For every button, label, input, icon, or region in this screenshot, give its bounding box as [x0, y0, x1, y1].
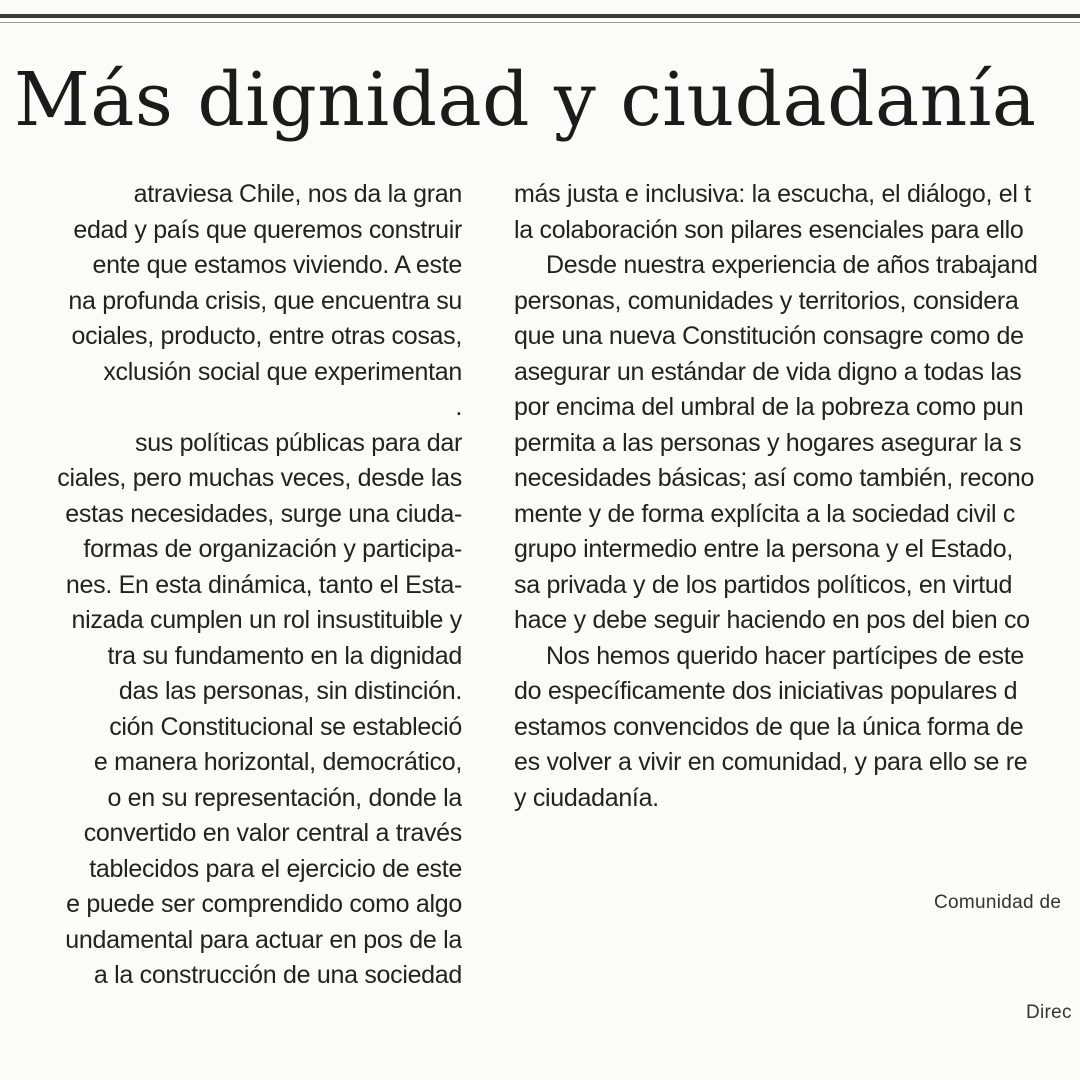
- right-column-line: por encima del umbral de la pobreza como pun: [514, 393, 1024, 421]
- right-column-line: grupo intermedio entre la persona y el Estado,: [514, 535, 1014, 563]
- left-column-line: xclusión social que experimentan: [103, 357, 462, 386]
- right-column-line: la colaboración son pilares esenciales para ello: [514, 215, 1024, 244]
- left-column-line: tra su fundamento en la dignidad: [107, 641, 462, 670]
- left-column-line: undamental para actuar en pos de la: [65, 925, 462, 954]
- left-column-line: ciales, pero muchas veces, desde las: [57, 464, 462, 492]
- signature-title: Direc: [1026, 1002, 1072, 1023]
- left-column-line: ente que estamos viviendo. A este: [92, 251, 462, 279]
- left-column-line: e puede ser comprendido como algo: [66, 890, 462, 918]
- right-column-line: asegurar un estándar de vida digno a todas las: [514, 357, 1022, 386]
- right-column-line: más justa e inclusiva: la escucha, el diálogo, el t: [514, 180, 1031, 208]
- right-column-line: es volver a vivir en comunidad, y para ello se re: [514, 748, 1028, 776]
- right-column-line: personas, comunidades y territorios, considera: [514, 286, 1019, 315]
- left-column-line: ociales, producto, entre otras cosas,: [71, 322, 462, 350]
- left-column-line: .: [455, 393, 462, 421]
- right-column-line: mente y de forma explícita a la sociedad civil c: [514, 499, 1016, 528]
- right-column-line: hace y debe seguir haciendo en pos del bien co: [514, 606, 1030, 634]
- right-column-line: do específicamente dos iniciativas populares d: [514, 677, 1018, 705]
- left-column-line: e manera horizontal, democrático,: [93, 748, 462, 776]
- left-column-line: nes. En esta dinámica, tanto el Esta-: [65, 570, 462, 599]
- left-column-line: formas de organización y participa-: [83, 535, 462, 563]
- left-column-line: estas necesidades, surge una ciuda-: [65, 499, 462, 528]
- left-column-line: das las personas, sin distinción.: [118, 677, 462, 705]
- article-headline: Más dignidad y ciudadanía: [14, 57, 1037, 143]
- right-column-line: necesidades básicas; así como también, recono: [514, 464, 1035, 492]
- left-column-line: ción Constitucional se estableció: [109, 712, 462, 741]
- left-text-column: [0, 177, 462, 994]
- left-column-line: nizada cumplen un rol insustituible y: [71, 606, 462, 634]
- right-column-line: y ciudadanía.: [514, 783, 659, 812]
- left-column-line: o en su representación, donde la: [107, 783, 462, 812]
- right-column-line: estamos convencidos de que la única forma de: [514, 712, 1024, 741]
- right-column-line: permita a las personas y hogares asegurar la s: [514, 428, 1022, 457]
- right-column-line: Nos hemos querido hacer partícipes de este: [546, 641, 1024, 670]
- signature-organization: Comunidad de: [934, 892, 1062, 913]
- top-rule-thin: [0, 22, 1080, 23]
- left-column-line: convertido en valor central a través: [83, 819, 462, 847]
- left-column-line: sus políticas públicas para dar: [135, 428, 462, 457]
- left-column-line: na profunda crisis, que encuentra su: [68, 286, 462, 315]
- right-column-line: que una nueva Constitución consagre como de: [514, 322, 1024, 350]
- right-column-line: Desde nuestra experiencia de años trabajand: [546, 251, 1038, 279]
- right-text-column: [514, 177, 1080, 816]
- left-column-line: atraviesa Chile, nos da la gran: [133, 180, 462, 208]
- left-column-line: a la construcción de una sociedad: [93, 961, 462, 989]
- left-column-line: edad y país que queremos construir: [73, 215, 462, 244]
- top-rule: [0, 14, 1080, 18]
- left-column-line: tablecidos para el ejercicio de este: [89, 854, 462, 883]
- right-column-line: sa privada y de los partidos políticos, en virtud: [514, 570, 1013, 599]
